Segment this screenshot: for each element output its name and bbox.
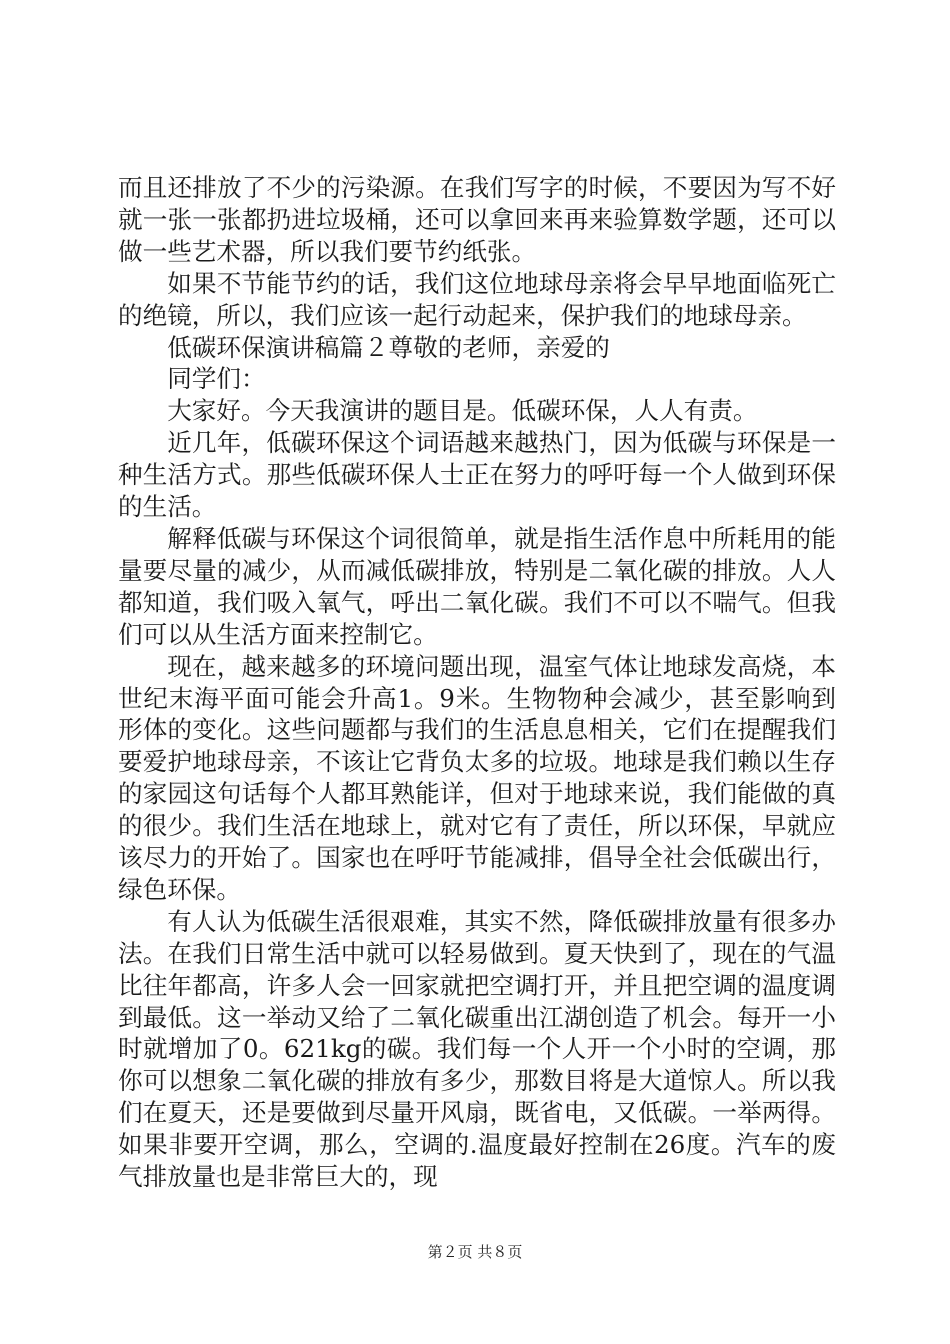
document-body — [118, 172, 836, 1193]
paragraph: 近几年，低碳环保这个词语越来越热门，因为低碳与环保是一种生活方式。那些低碳环保人士正在努力的呼吁每一个人做到环保的生活。 — [118, 428, 836, 522]
paragraph: 如果不节能节约的话，我们这位地球母亲将会早早地面临死亡的绝镜，所以，我们应该一起行动起来，保护我们的地球母亲。 — [118, 268, 836, 330]
page-number: 第２页 共８页 — [427, 1243, 523, 1261]
paragraph: 现在，越来越多的环境问题出现，温室气体让地球发高烧，本世纪末海平面可能会升高1。9米。生物物种会减少，甚至影响到形体的变化。这些问题都与我们的生活息息相关，它们在提醒我们要爱护地球母亲，不该让它背负太多的垃圾。地球是我们赖以生存的家园这句话每个人都耳熟能详，但对于地球来说，我们能做的真的很少。我们生活在地球上，就对它有了责任，所以环保，早就应该尽力的开始了。国家也在呼吁节能减排，倡导全社会低碳出行，绿色环保。 — [118, 651, 836, 904]
paragraph: 大家好。今天我演讲的题目是。低碳环保，人人有责。 — [167, 396, 758, 426]
paragraph: 有人认为低碳生活很艰难，其实不然，降低碳排放量有很多办法。在我们日常生活中就可以轻易做到。夏天快到了，现在的气温比往年都高，许多人会一回家就把空调打开，并且把空调的温度调到最低。这一举动又给了二氧化碳重出江湖创造了机会。每开一小时就增加了0。621kg的碳。我们每一个人开一个小时的空调，那你可以想象二氧化碳的排放有多少，那数目将是大道惊人。所以我们在夏天，还是要做到尽量开风扇，既省电，又低碳。一举两得。如果非要开空调，那么，空调的.温度最好控制在26度。汽车的废气排放量也是非常巨大的，现 — [118, 906, 836, 1192]
paragraph: 低碳环保演讲稿篇２尊敬的老师，亲爱的 — [167, 332, 610, 362]
paragraph: 而且还排放了不少的污染源。在我们写字的时候，不要因为写不好就一张一张都扔进垃圾桶，还可以拿回来再来验算数学题，还可以做一些艺术器，所以我们要节约纸张。 — [118, 173, 836, 266]
page-footer — [0, 1242, 950, 1262]
paragraph: 同学们： — [167, 364, 266, 394]
paragraph: 解释低碳与环保这个词很简单，就是指生活作息中所耗用的能量要尽量的减少，从而减低碳排放，特别是二氧化碳的排放。人人都知道，我们吸入氧气，呼出二氧化碳。我们不可以不喘气。但我们可以从生活方面来控制它。 — [118, 523, 836, 649]
